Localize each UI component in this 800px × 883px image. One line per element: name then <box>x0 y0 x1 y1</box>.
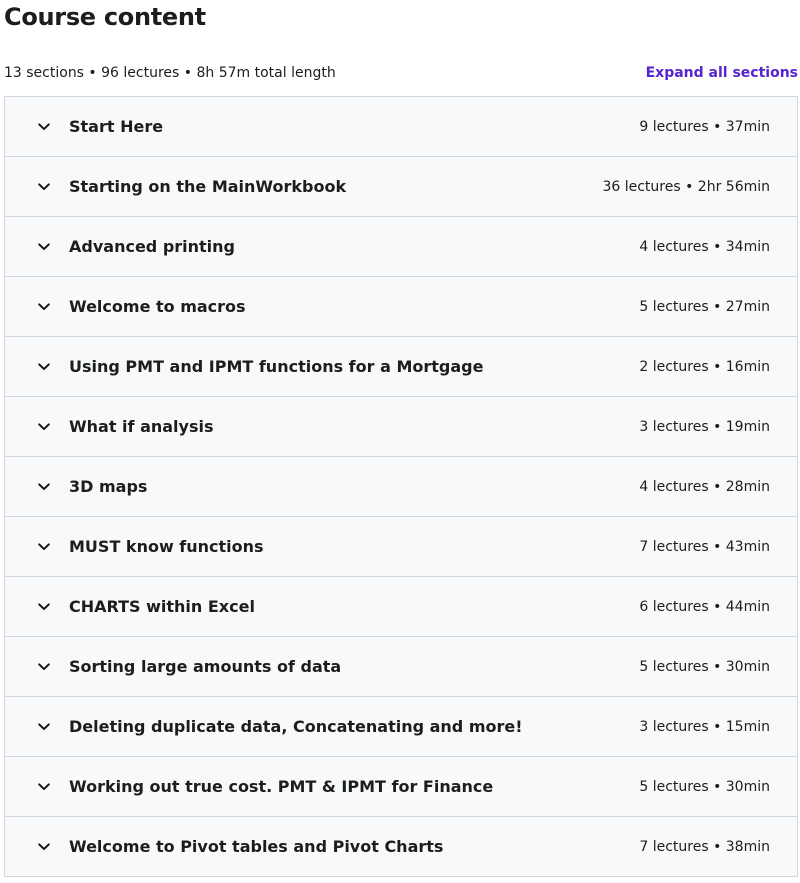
section-meta: 4 lectures • 28min <box>639 478 770 495</box>
chevron-down-icon <box>36 839 52 855</box>
section-title: CHARTS within Excel <box>69 597 255 616</box>
page-title: Course content <box>4 3 206 31</box>
section-meta: 3 lectures • 19min <box>639 418 770 435</box>
chevron-down-icon <box>36 539 52 555</box>
section-meta: 5 lectures • 30min <box>639 658 770 675</box>
chevron-down-icon <box>36 419 52 435</box>
section-meta: 2 lectures • 16min <box>639 358 770 375</box>
section-title: Deleting duplicate data, Concatenating and more! <box>69 717 523 736</box>
section-header[interactable] <box>5 277 797 337</box>
section-header[interactable] <box>5 457 797 517</box>
chevron-down-icon <box>36 659 52 675</box>
chevron-down-icon <box>36 719 52 735</box>
section-meta: 5 lectures • 27min <box>639 298 770 315</box>
chevron-down-icon <box>36 779 52 795</box>
section-meta: 7 lectures • 38min <box>639 838 770 855</box>
section-header[interactable] <box>5 697 797 757</box>
section-meta: 9 lectures • 37min <box>639 118 770 135</box>
section-header[interactable] <box>5 757 797 817</box>
section-header[interactable] <box>5 517 797 577</box>
chevron-down-icon <box>36 359 52 375</box>
chevron-down-icon <box>36 599 52 615</box>
sections-list <box>4 96 798 877</box>
section-header[interactable] <box>5 97 797 157</box>
section-header[interactable] <box>5 217 797 277</box>
section-meta: 36 lectures • 2hr 56min <box>602 178 770 195</box>
section-title: Start Here <box>69 117 164 136</box>
chevron-down-icon <box>36 239 52 255</box>
section-title: Using PMT and IPMT functions for a Mortgage <box>69 357 484 376</box>
chevron-down-icon <box>36 179 52 195</box>
section-header[interactable] <box>5 577 797 637</box>
section-meta: 5 lectures • 30min <box>639 778 770 795</box>
section-meta: 4 lectures • 34min <box>639 238 770 255</box>
section-header[interactable] <box>5 637 797 697</box>
course-summary: 13 sections • 96 lectures • 8h 57m total length <box>4 65 336 81</box>
section-meta: 6 lectures • 44min <box>639 598 770 615</box>
section-title: Sorting large amounts of data <box>69 657 342 676</box>
section-header[interactable] <box>5 157 797 217</box>
section-header[interactable] <box>5 817 797 877</box>
section-title: Welcome to Pivot tables and Pivot Charts <box>69 837 444 856</box>
section-meta: 3 lectures • 15min <box>639 718 770 735</box>
chevron-down-icon <box>36 299 52 315</box>
section-title: 3D maps <box>69 477 148 496</box>
expand-all-sections-button[interactable]: Expand all sections <box>645 65 798 81</box>
section-title: Advanced printing <box>69 237 236 256</box>
section-header[interactable] <box>5 397 797 457</box>
course-summary-row <box>4 60 798 86</box>
chevron-down-icon <box>36 479 52 495</box>
section-meta: 7 lectures • 43min <box>639 538 770 555</box>
section-title: Working out true cost. PMT & IPMT for Finance <box>69 777 494 796</box>
section-title: MUST know functions <box>69 537 264 556</box>
section-title: Welcome to macros <box>69 297 246 316</box>
section-title: Starting on the MainWorkbook <box>69 177 347 196</box>
section-header[interactable] <box>5 337 797 397</box>
chevron-down-icon <box>36 119 52 135</box>
section-title: What if analysis <box>69 417 214 436</box>
